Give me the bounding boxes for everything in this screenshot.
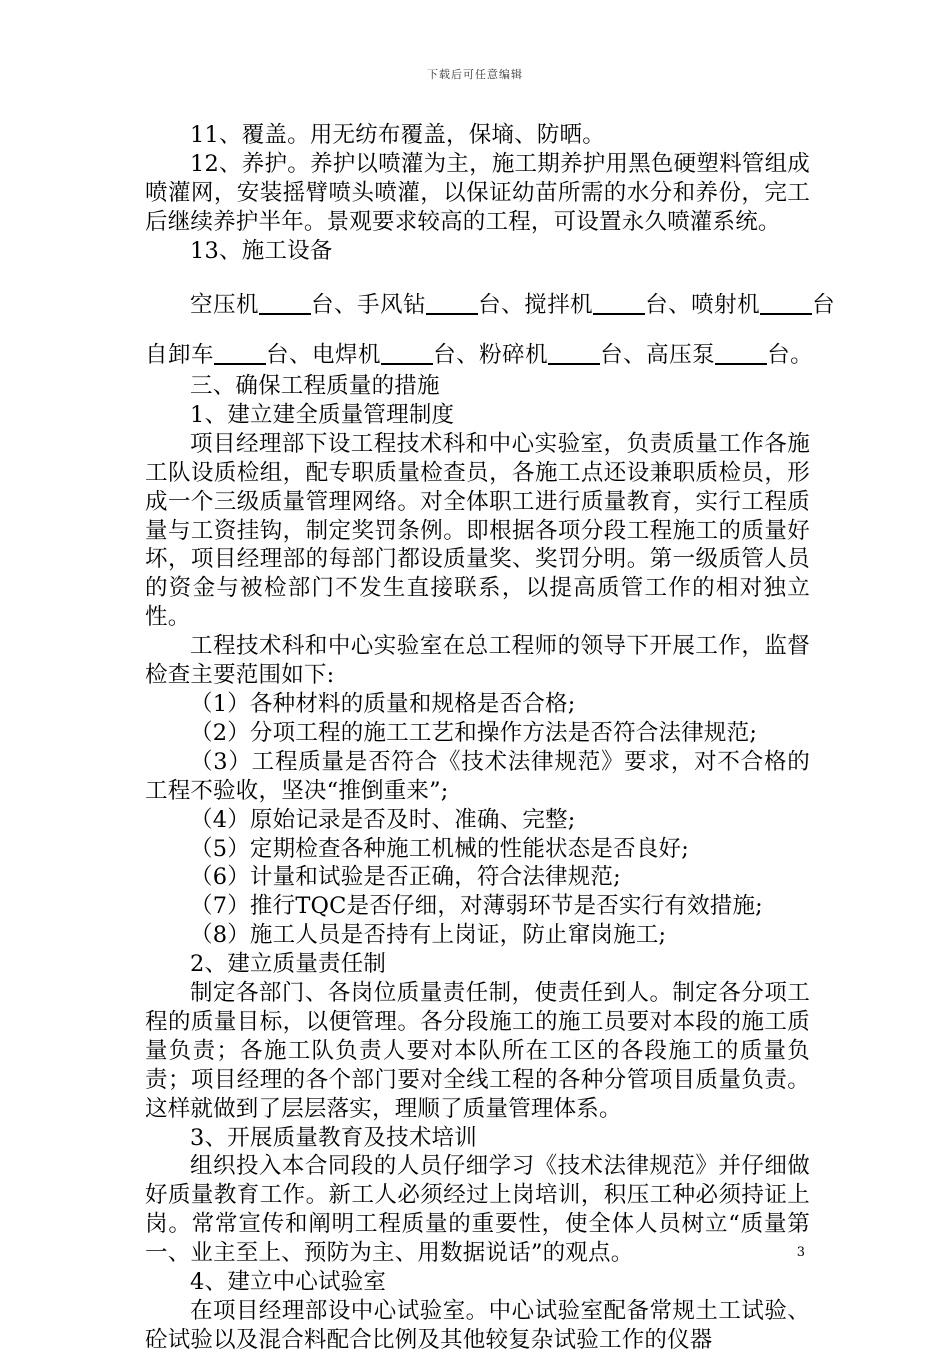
list-item-7: （7）推行TQC是否仔细，对薄弱环节是否实行有效措施; <box>190 893 763 920</box>
subheading-1: 1、建立建全质量管理制度 <box>190 401 455 428</box>
equip-welder: 电焊机 <box>312 342 382 368</box>
list-item-2: （2）分项工程的施工工艺和操作方法是否符合法律规范; <box>190 719 758 746</box>
blank-line <box>593 293 645 315</box>
unit-label: 台 <box>266 342 290 368</box>
unit-label: 台 <box>645 292 669 318</box>
page-header: 下载后可任意编辑 <box>427 68 523 81</box>
unit-label: 台 <box>311 292 335 318</box>
section-top <box>145 121 810 266</box>
list-item-8: （8）施工人员是否持有上岗证，防止窜岗施工; <box>190 922 667 949</box>
equipment-line-2 <box>145 337 813 369</box>
list-item-6: （6）计量和试验是否正确，符合法律规范; <box>190 864 621 891</box>
separator: 、 <box>501 292 525 318</box>
unit-label: 台 <box>478 292 502 318</box>
subheading-3: 3、开展质量教育及技术培训 <box>190 1124 477 1151</box>
separator: 、 <box>623 342 647 368</box>
blank-line <box>760 293 812 315</box>
separator: 、 <box>456 342 480 368</box>
separator: 、 <box>334 292 358 318</box>
list-item-4: （4）原始记录是否及时、准确、完整; <box>190 806 576 833</box>
list-item-1: （1）各种材料的质量和规格是否合格; <box>190 690 576 717</box>
paragraph-training: 组织投入本合同段的人员仔细学习《技术法律规范》并仔细做好质量教育工作。新工人必须经过上岗培训，积压工种必须持证上岗。常常宣传和阐明工程质量的重要性，使全体人员树立“质量第一、业主至上、预防为主、用数据说话”的观点。 <box>145 1153 810 1267</box>
unit-label: 台 <box>767 342 791 368</box>
equip-air-compressor: 空压机 <box>190 292 260 318</box>
subheading-4: 4、建立中心试验室 <box>190 1269 387 1296</box>
period: 。 <box>790 342 814 368</box>
blank-line <box>548 343 600 365</box>
heading-equipment: 13、施工设备 <box>190 237 333 264</box>
separator: 、 <box>289 342 313 368</box>
paragraph-scope: 工程技术科和中心实验室在总工程师的领导下开展工作，监督检查主要范围如下: <box>145 633 810 689</box>
unit-label: 台 <box>433 342 457 368</box>
list-item-3: （3）工程质量是否符合《技术法律规范》要求，对不合格的工程不验收，坚决“推倒重来”; <box>145 748 810 804</box>
equip-crusher: 粉碎机 <box>479 342 549 368</box>
equip-hand-drill: 手风钻 <box>357 292 427 318</box>
blank-line <box>715 343 767 365</box>
equipment-line-1 <box>190 287 835 319</box>
paragraph-lab: 在项目经理部设中心试验室。中心试验室配备常规土工试验、砼试验以及混合料配合比例及其他较复杂试验工作的仪器 <box>145 1298 810 1353</box>
equip-sprayer: 喷射机 <box>691 292 761 318</box>
blank-line <box>214 343 266 365</box>
separator: 、 <box>668 292 692 318</box>
paragraph-maintenance: 12、养护。养护以喷灌为主，施工期养护用黑色硬塑料管组成喷灌网，安装摇臂喷头喷灌，以保证幼苗所需的水分和养份，完工后继续养护半年。景观要求较高的工程，可设置永久喷灌系统。 <box>145 150 810 235</box>
equip-dump-truck: 自卸车 <box>145 342 215 368</box>
section-heading-quality: 三、确保工程质量的措施 <box>190 373 440 399</box>
section-quality <box>145 372 810 1355</box>
paragraph-responsibility: 制定各部门、各岗位质量责任制，使责任到人。制定各分项工程的质量目标，以便管理。各分段施工的施工员要对本段的施工质量负责；各施工队负责人要对本队所在工区的各段施工的质量负责；项目经理的各个部门要对全线工程的各种分管项目质量负责。这样就做到了层层落实，理顺了质量管理体系。 <box>145 980 810 1122</box>
equip-hp-pump: 高压泵 <box>646 342 716 368</box>
page-number: 3 <box>796 1245 805 1260</box>
blank-line <box>381 343 433 365</box>
list-item-5: （5）定期检查各种施工机械的性能状态是否良好; <box>190 835 689 862</box>
unit-label: 台 <box>600 342 624 368</box>
blank-line <box>259 293 311 315</box>
equip-mixer: 搅拌机 <box>524 292 594 318</box>
paragraph-management: 项目经理部下设工程技术科和中心实验室，负责质量工作各施工队设质检组，配专职质量检查员，各施工点还设兼职质检员，形成一个三级质量管理网络。对全体职工进行质量教育，实行工程质量与工资挂钩，制定奖罚条例。即根据各项分段工程施工的质量好坏，项目经理部的每部门都设质量奖、奖罚分明。第一级质管人员的资金与被检部门不发生直接联系，以提高质管工作的相对独立性。 <box>145 430 810 631</box>
subheading-2: 2、建立质量责任制 <box>190 951 387 978</box>
blank-line <box>426 293 478 315</box>
paragraph-covering: 11、覆盖。用无纺布覆盖，保墒、防晒。 <box>190 122 605 148</box>
unit-label: 台 <box>812 292 836 318</box>
